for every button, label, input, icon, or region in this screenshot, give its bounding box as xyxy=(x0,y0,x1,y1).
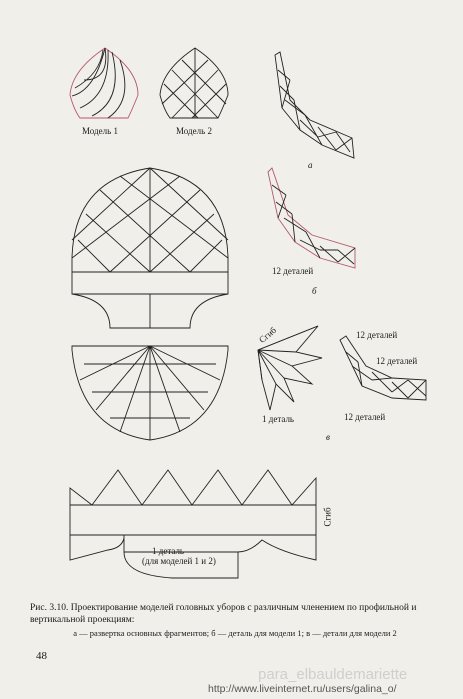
band-fold-label: Сгиб xyxy=(322,507,333,527)
model-1-sketch xyxy=(70,48,138,118)
v-count-label-2: 12 деталей xyxy=(376,356,418,366)
caption-text: Рис. 3.10. Проектирование моделей головных уборов с различным членением по профильной и вертикальной проекциям: xyxy=(30,603,417,625)
v-count-label-3: 12 деталей xyxy=(344,412,386,422)
page-number: 48 xyxy=(36,650,47,662)
watermark-logo: para_elbauldemariette xyxy=(258,666,408,683)
v-count-label-1: 12 деталей xyxy=(356,330,398,340)
main-dome xyxy=(72,168,228,440)
model-2-label: Модель 2 xyxy=(176,126,212,136)
label-a: а xyxy=(308,160,313,170)
band-detail-label: 1 деталь xyxy=(152,546,185,556)
band-detail-sublabel: (для моделей 1 и 2) xyxy=(142,556,216,566)
label-b: б xyxy=(312,286,317,296)
b-count-label: 12 деталей xyxy=(272,266,314,276)
model-1-label: Модель 1 xyxy=(82,126,118,136)
model-2-sketch xyxy=(160,48,228,118)
label-v: в xyxy=(326,432,330,442)
detail-v-strip xyxy=(340,336,426,400)
figure-caption xyxy=(30,603,440,640)
detail-a-strip xyxy=(275,52,354,158)
caption-legend: а — развертка основных фрагментов; б — деталь для модели 1; в — детали для модели 2 xyxy=(73,628,397,638)
detail-b-strip xyxy=(268,168,355,268)
v-fold-label: Сгиб xyxy=(257,325,279,345)
watermark-url: http://www.liveinternet.ru/users/galina_o/ xyxy=(208,683,397,695)
v-detail-label: 1 деталь xyxy=(262,414,295,424)
